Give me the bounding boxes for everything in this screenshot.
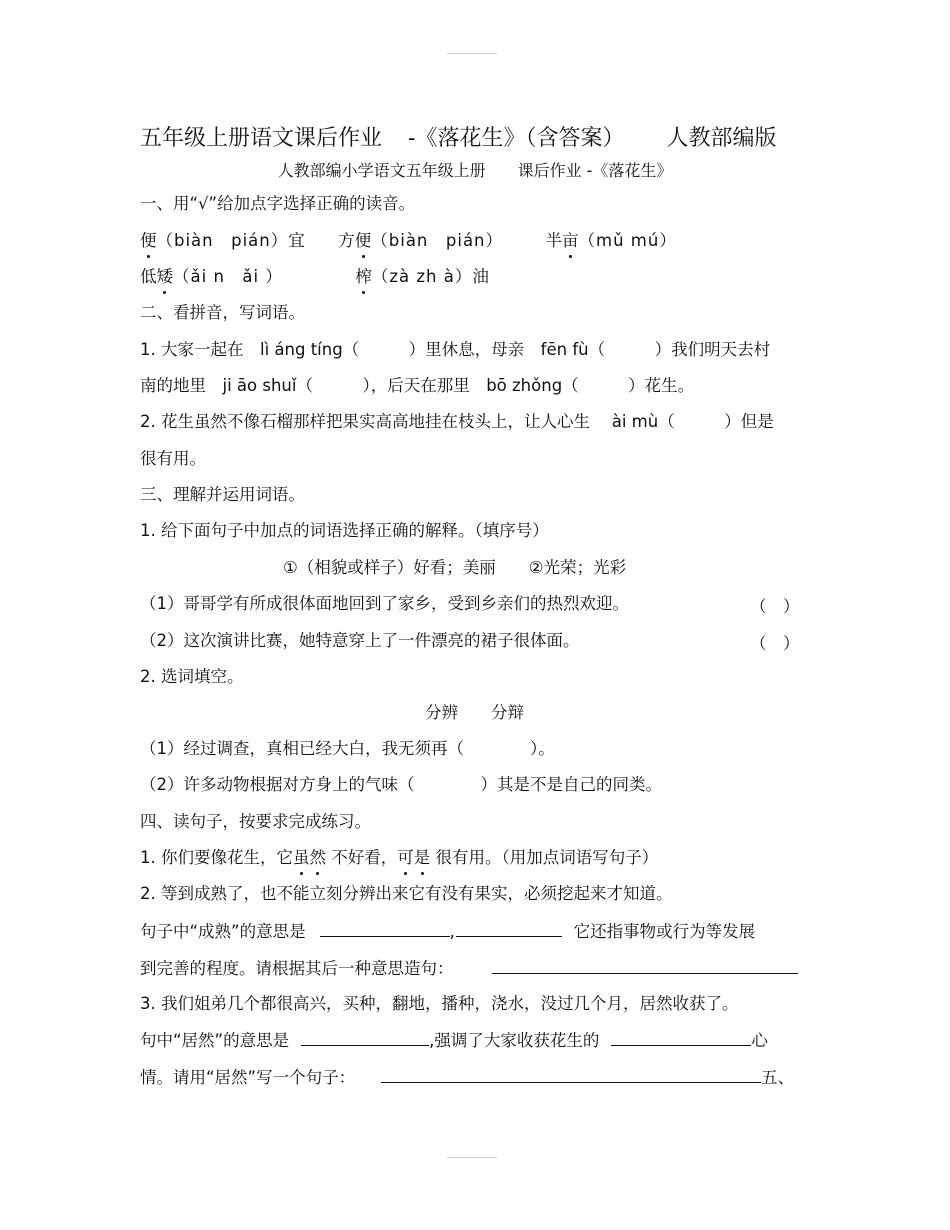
section-3-heading: 三、理解并运用词语。: [140, 485, 305, 504]
section-1-heading: 一、用“√”给加点字选择正确的读音。: [140, 194, 416, 213]
page-top-marker: [447, 53, 497, 54]
blank-line: [320, 920, 450, 937]
blank-line: [611, 1029, 751, 1046]
s2-q2-line-2: 很有用。: [140, 449, 206, 468]
s4-q3-line-b: 情。请用“居然”写一个句子： 五、: [140, 1068, 795, 1087]
title-part-2: -《落花生》（含答案）: [408, 126, 625, 151]
s4-q2: 2. 等到成熟了，也不能立刻分辨出来它有没有果实，必须挖起来才知道。: [140, 884, 673, 903]
s3-q2-a: （1）经过调查，真相已经大白，我无须再（ ）。: [140, 739, 555, 758]
s1-item-5: 榨（zà zh à）油: [355, 267, 490, 286]
section-2-heading: 二、看拼音，写词语。: [140, 303, 305, 322]
title-part-3: 人教部编版: [666, 126, 777, 151]
blank-line: [456, 920, 562, 937]
s1-item-2: 方便（biàn pián）: [338, 231, 504, 250]
s3-q1-a-answer: （ ）: [750, 597, 800, 616]
s3-q2-words: 分辨 分辩: [425, 703, 524, 722]
s3-q1-b: （2）这次演讲比赛，她特意穿上了一件漂亮的裙子很体面。: [140, 631, 580, 650]
blank-line: [492, 957, 798, 974]
s4-q1: 1. 你们要像花生，它虽然 不好看，可是 很有用。（用加点词语写句子）: [140, 848, 659, 867]
blank-line: [301, 1029, 429, 1046]
s2-q1-line-2: 南的地里 ji āo shuǐ（ ），后天在那里 bō zhǒng（ ）花生。: [140, 376, 695, 395]
page-bottom-marker: [447, 1157, 497, 1158]
s2-q2-line-1: 2. 花生虽然不像石榴那样把果实高高地挂在枝头上，让人心生 ài mù（ ）但是: [140, 412, 774, 431]
s1-row-2: [140, 266, 490, 288]
s3-q2-b: （2）许多动物根据对方身上的气味（ ）其是不是自己的同类。: [140, 775, 662, 794]
s3-q1-options: ①（相貌或样子）好看；美丽 ②光荣；光彩: [283, 558, 627, 577]
s3-q1-a: （1）哥哥学有所成很体面地回到了家乡，受到乡亲们的热烈欢迎。: [140, 594, 629, 613]
s4-q3: 3. 我们姐弟几个都很高兴，买种，翻地，播种，浇水，没过几个月，居然收获了。: [140, 994, 739, 1013]
s4-q2-line-a: 句子中“成熟”的意思是 , 它还指事物或行为等发展: [140, 922, 756, 941]
document-subtitle: 人教部编小学语文五年级上册 课后作业 -《落花生》: [277, 161, 673, 180]
s4-q2-line-b: 到完善的程度。请根据其后一种意思造句：: [140, 957, 798, 980]
title-part-1: 五年级上册语文课后作业: [140, 126, 383, 151]
s1-item-4: 低矮（ǎi n ǎi ）: [140, 267, 283, 286]
document-title: [140, 124, 820, 154]
s3-q2: 2. 选词填空。: [140, 667, 244, 686]
s1-item-1: 便（biàn pián）宜: [140, 231, 306, 250]
s4-q3-line-a: 句中“居然”的意思是 ,强调了大家收获花生的 心: [140, 1031, 768, 1050]
s3-q1: 1. 给下面句子中加点的词语选择正确的解释。（填序号）: [140, 521, 549, 540]
section-4-heading: 四、读句子，按要求完成练习。: [140, 812, 371, 831]
blank-line: [381, 1066, 761, 1083]
s2-q1-line-1: 1. 大家一起在 lì áng tíng（ ）里休息，母亲 fēn fù（ ）我们明天去村: [140, 340, 771, 359]
s3-q1-b-answer: （ ）: [750, 634, 800, 653]
s1-row-1: [140, 230, 677, 252]
s1-item-3: 半亩（mǔ mú）: [545, 231, 677, 250]
